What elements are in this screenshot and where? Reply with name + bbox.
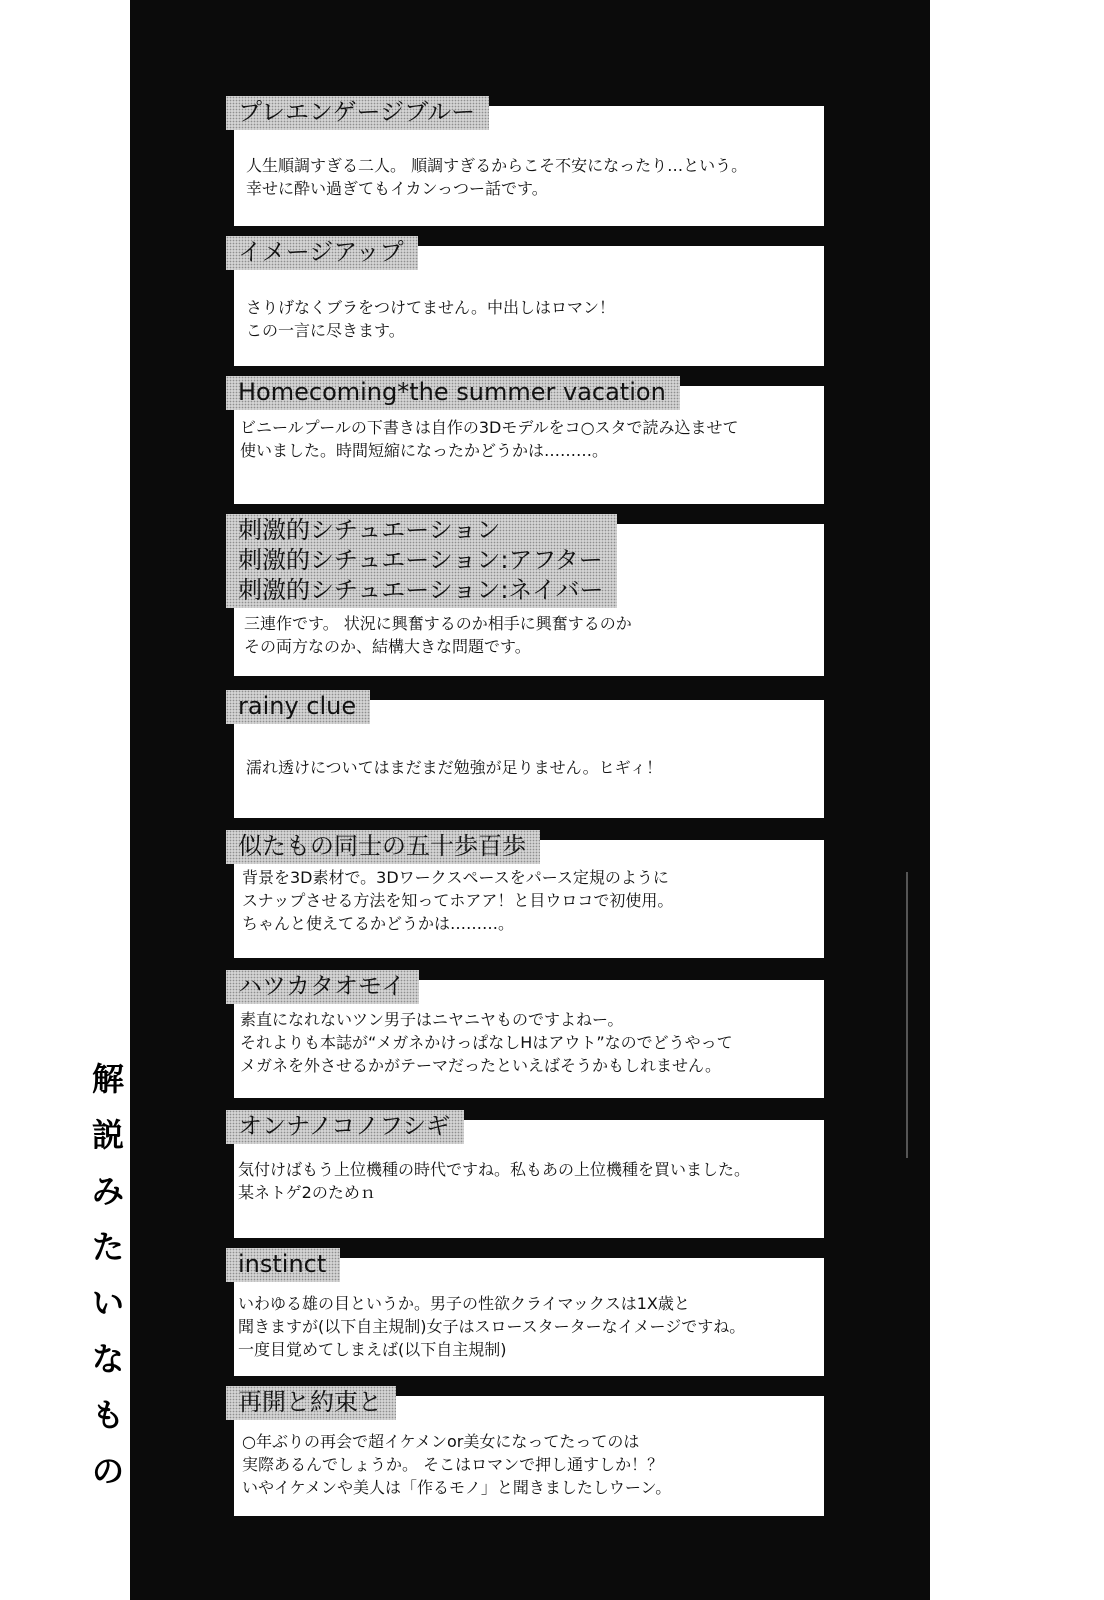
entry-title-line: 似たもの同士の五十歩百歩 — [238, 832, 526, 860]
side-title-char: 説 — [91, 1116, 124, 1154]
entry-body-line: スナップさせる方法を知ってホアア！と目ウロコで初使用。 — [242, 891, 674, 910]
entry-title — [226, 376, 680, 410]
side-title-char: み — [91, 1172, 124, 1210]
entry-title-line: ハツカタオモイ — [238, 972, 406, 1000]
entry-body-line: 濡れ透けについてはまだまだ勉強が足りません。ヒギィ！ — [246, 758, 663, 777]
side-title-char: な — [91, 1340, 124, 1378]
entry-body — [246, 154, 816, 200]
side-title-char: い — [91, 1284, 124, 1322]
entry-body — [238, 1158, 816, 1204]
entry-card — [226, 970, 824, 1098]
entry-body-line: 幸せに酔い過ぎてもイカンっつー話です。 — [246, 179, 548, 198]
entry-card — [226, 376, 824, 504]
side-title-char: の — [91, 1452, 124, 1490]
entry-title-line: instinct — [238, 1250, 327, 1278]
entry-body-line: いわゆる雄の目というか。男子の性欲クライマックスは1X歳と — [238, 1294, 690, 1313]
entry-body-line: ○年ぶりの再会で超イケメンor美女になってたってのは — [242, 1432, 640, 1451]
entry-card — [226, 1248, 824, 1376]
entry-body-line: この一言に尽きます。 — [246, 321, 405, 340]
entry-title — [226, 970, 419, 1004]
entry-title — [226, 514, 617, 608]
entry-body-line: それよりも本誌が“メガネかけっぱなしHはアウト”なのでどうやって — [240, 1033, 733, 1052]
entry-title — [226, 690, 370, 724]
entry-body-line: ちゃんと使えてるかどうかは………。 — [242, 914, 515, 933]
entry-body-line: 実際あるんでしょうか。 そこはロマンで押し通すしか！？ — [242, 1455, 664, 1474]
entry-title-line: rainy clue — [238, 692, 357, 720]
entry-title-line: 再開と約束と — [238, 1388, 382, 1416]
entry-card — [226, 236, 824, 366]
entry-body-line: 素直になれないツン男子はニヤニヤものですよねー。 — [240, 1010, 624, 1029]
entry-body-line: 一度目覚めてしまえば(以下自主規制) — [238, 1340, 507, 1359]
entry-body-line: 某ネトゲ2のためｎ — [238, 1183, 376, 1202]
entry-title — [226, 1110, 464, 1144]
entry-body-line: その両方なのか、結構大きな問題です。 — [244, 637, 531, 656]
margin-rule — [906, 872, 908, 1158]
entry-title-line: Homecoming*the summer vacation — [238, 378, 666, 406]
entry-body — [238, 1292, 816, 1361]
entry-card — [226, 690, 824, 818]
side-title — [88, 1062, 128, 1488]
entry-title-line: 刺激的シチュエーション — [238, 516, 501, 544]
side-title-char: 解 — [91, 1060, 124, 1098]
entry-card — [226, 1386, 824, 1516]
entry-body — [246, 756, 816, 779]
entry-card — [226, 96, 824, 226]
entry-title — [226, 830, 540, 864]
entry-body — [242, 866, 816, 935]
entry-body-line: 三連作です。 状況に興奮するのか相手に興奮するのか — [244, 614, 632, 633]
entry-body-line: 聞きますが(以下自主規制)女子はスロースターターなイメージですね。 — [238, 1317, 746, 1336]
entry-body-line: 使いました。時間短縮になったかどうかは………。 — [240, 441, 609, 460]
entry-body — [244, 612, 816, 658]
entry-body-line: 背景を3D素材で。3Dワークスペースをパース定規のように — [242, 868, 669, 887]
entry-title — [226, 96, 489, 130]
entry-title-line: 刺激的シチュエーション:アフター — [238, 546, 603, 574]
side-title-char: た — [91, 1228, 124, 1266]
entry-body-line: いやイケメンや美人は「作るモノ」と聞きましたしウーン。 — [242, 1478, 672, 1497]
entry-body-line: さりげなくブラをつけてません。中出しはロマン！ — [246, 298, 615, 317]
entry-title — [226, 1248, 340, 1282]
entry-title — [226, 1386, 396, 1420]
entry-title-line: プレエンゲージブルー — [238, 98, 476, 126]
entry-body — [246, 296, 816, 342]
entry-body-line: 気付けばもう上位機種の時代ですね。私もあの上位機種を買いました。 — [238, 1160, 751, 1179]
entry-body — [242, 1430, 816, 1499]
entry-body-line: 人生順調すぎる二人。 順調すぎるからこそ不安になったり…という。 — [246, 156, 748, 175]
entry-title-line: イメージアップ — [238, 238, 404, 266]
entry-body-line: メガネを外させるかがテーマだったといえばそうかもしれません。 — [240, 1056, 721, 1075]
entry-title — [226, 236, 418, 270]
entry-card — [226, 514, 824, 676]
entry-card — [226, 1110, 824, 1238]
entry-title-line: 刺激的シチュエーション:ネイバー — [238, 576, 604, 604]
entry-body — [240, 1008, 816, 1077]
entry-card — [226, 830, 824, 958]
entry-body-line: ビニールプールの下書きは自作の3Dモデルをコ○スタで読み込ませて — [240, 418, 739, 437]
entry-body — [240, 416, 816, 462]
side-title-char: も — [91, 1396, 124, 1434]
entry-title-line: オンナノコノフシギ — [238, 1112, 451, 1140]
